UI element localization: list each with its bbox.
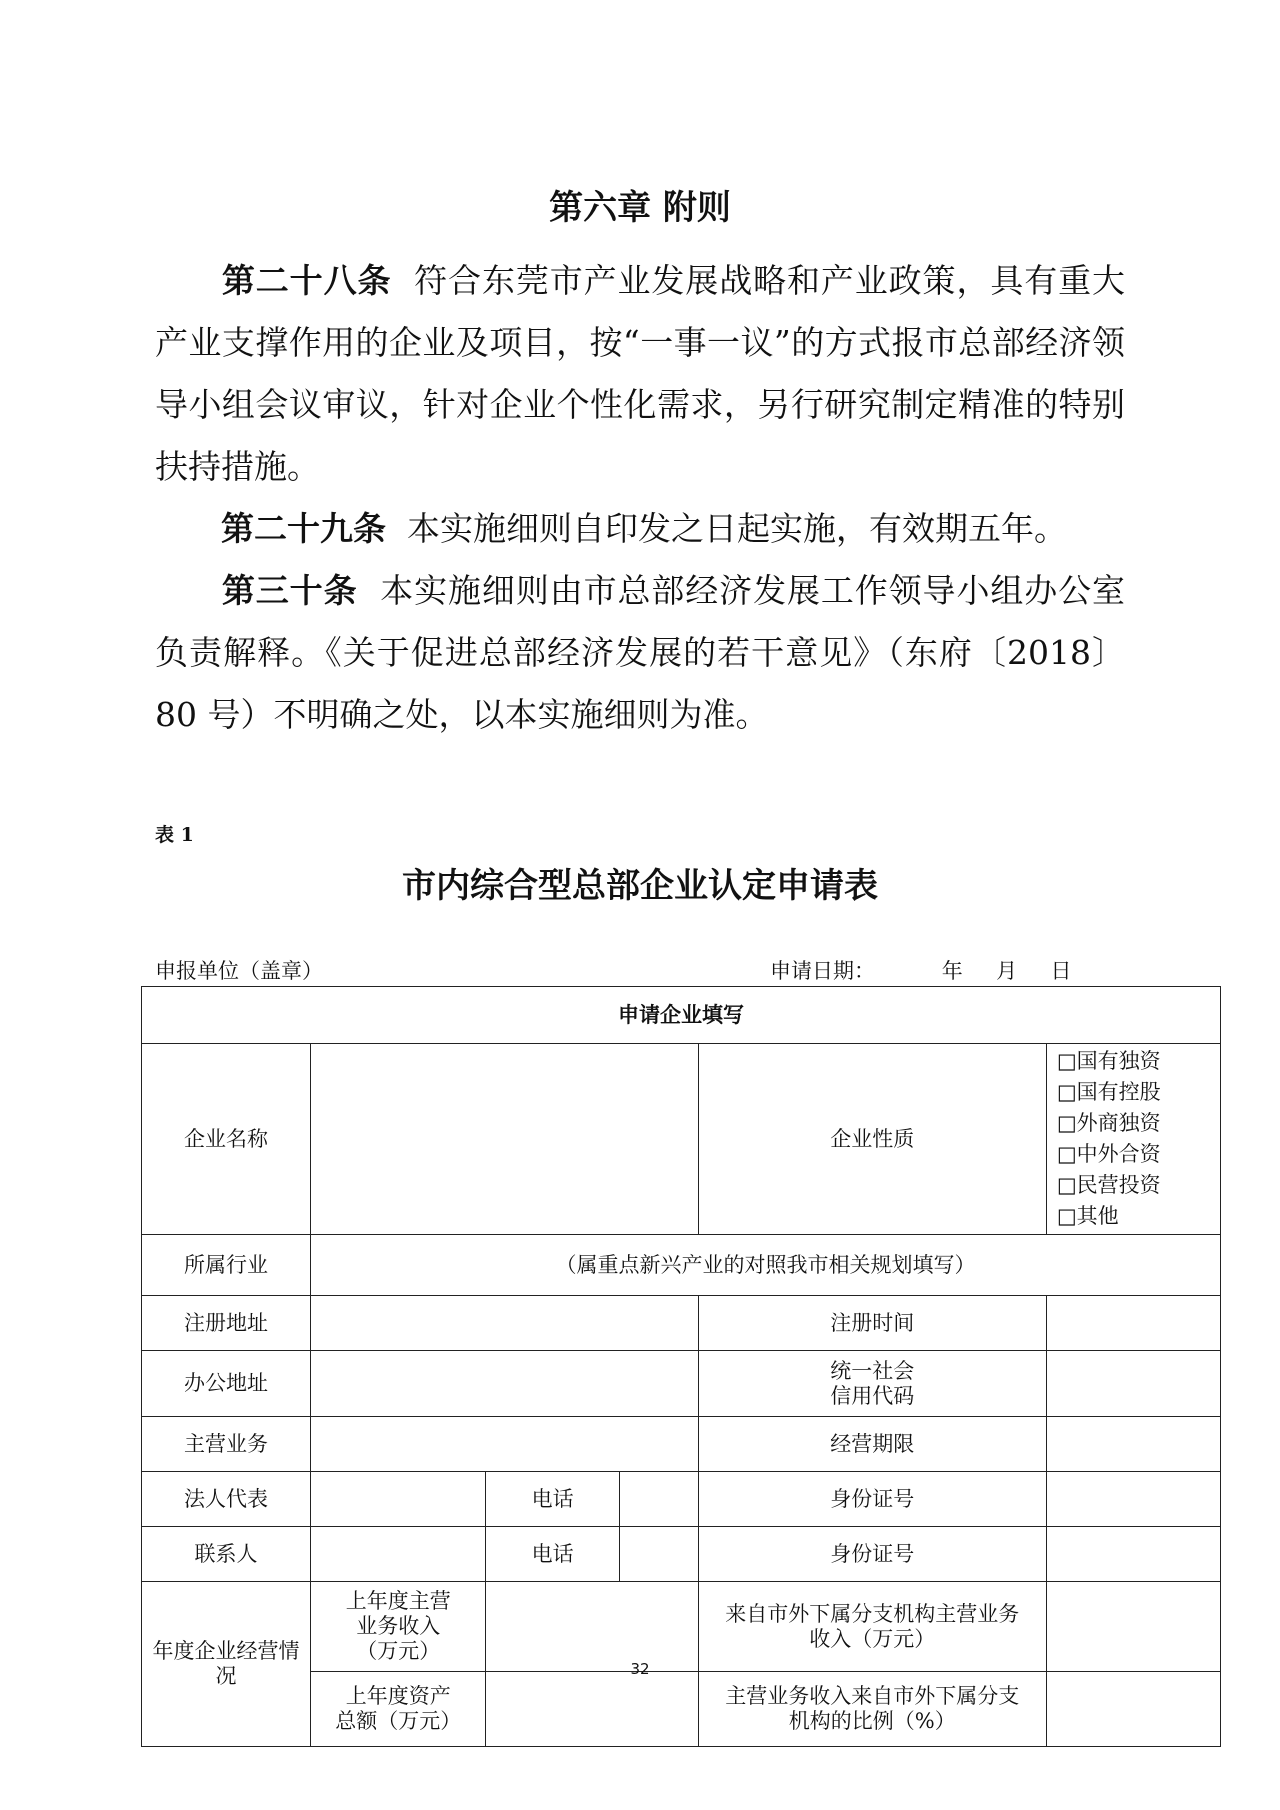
last-revenue-label — [311, 1582, 486, 1672]
day-label: 日 — [1050, 959, 1072, 983]
table-number: 表 1 — [155, 824, 194, 846]
contact-label: 联系人 — [142, 1527, 311, 1582]
legal-rep-id-label: 身份证号 — [698, 1472, 1046, 1527]
company-nature-options — [1046, 1044, 1220, 1235]
reg-address-label: 注册地址 — [142, 1296, 311, 1351]
legal-rep-field[interactable] — [311, 1472, 486, 1527]
option-state-controlled[interactable]: □国有控股 — [1056, 1080, 1161, 1104]
outside-revenue-label: 来自市外下属分支机构主营业务收入（万元） — [698, 1582, 1046, 1672]
last-revenue-line-3: （万元） — [356, 1639, 441, 1663]
contact-id-label: 身份证号 — [698, 1527, 1046, 1582]
contact-field[interactable] — [311, 1527, 486, 1582]
industry-label: 所属行业 — [142, 1235, 311, 1296]
business-term-field[interactable] — [1046, 1417, 1220, 1472]
article-30 — [155, 560, 1125, 746]
last-assets-line-2: 总额（万元） — [335, 1709, 462, 1733]
reg-address-field[interactable] — [311, 1296, 699, 1351]
article-30-head: 第三十条 — [221, 571, 358, 610]
last-assets-field[interactable] — [486, 1672, 698, 1747]
article-29-body: 本实施细则自印发之日起实施，有效期五年。 — [406, 509, 1067, 548]
year-label: 年 — [941, 959, 963, 983]
article-28-head: 第二十八条 — [221, 261, 392, 300]
business-term-label: 经营期限 — [698, 1417, 1046, 1472]
legal-rep-phone-field[interactable] — [619, 1472, 698, 1527]
legal-rep-phone-label: 电话 — [486, 1472, 619, 1527]
last-assets-label — [311, 1672, 486, 1747]
legal-rep-row — [142, 1472, 1221, 1527]
reg-time-field[interactable] — [1046, 1296, 1220, 1351]
page-number: 32 — [630, 1660, 650, 1678]
applicant-label: 申报单位（盖章） — [155, 959, 323, 983]
industry-field[interactable]: （属重点新兴产业的对照我市相关规划填写） — [311, 1235, 1221, 1296]
contact-phone-label: 电话 — [486, 1527, 619, 1582]
office-address-field[interactable] — [311, 1351, 699, 1417]
option-joint-venture[interactable]: □中外合资 — [1056, 1142, 1161, 1166]
revenue-row — [142, 1582, 1221, 1672]
industry-row — [142, 1235, 1221, 1296]
month-label: 月 — [996, 959, 1018, 983]
table-title: 市内综合型总部企业认定申请表 — [402, 866, 878, 906]
application-form — [141, 986, 1221, 1747]
reg-time-label: 注册时间 — [698, 1296, 1046, 1351]
article-30-body: 本实施细则由市总部经济发展工作领导小组办公室负责解释。《关于促进总部经济发展的若干意见》（东府〔2018〕80 号）不明确之处，以本实施细则为准。 — [155, 571, 1126, 734]
last-assets-line-1: 上年度资产 — [345, 1684, 451, 1708]
article-29 — [155, 498, 1125, 560]
chapter-title: 第六章 附则 — [549, 188, 731, 228]
business-row — [142, 1417, 1221, 1472]
option-state-owned[interactable]: □国有独资 — [1056, 1049, 1161, 1073]
outside-ratio-label: 主营业务收入来自市外下属分支机构的比例（%） — [698, 1672, 1046, 1747]
option-other[interactable]: □其他 — [1056, 1204, 1119, 1228]
outside-ratio-field[interactable] — [1046, 1672, 1220, 1747]
company-row — [142, 1044, 1221, 1235]
main-business-field[interactable] — [311, 1417, 699, 1472]
company-nature-label: 企业性质 — [698, 1044, 1046, 1235]
credit-code-field[interactable] — [1046, 1351, 1220, 1417]
annual-ops-label: 年度企业经营情况 — [142, 1582, 311, 1747]
article-29-head: 第二十九条 — [221, 509, 386, 548]
section-header: 申请企业填写 — [142, 987, 1221, 1044]
last-revenue-field[interactable] — [486, 1582, 698, 1672]
legal-rep-label: 法人代表 — [142, 1472, 311, 1527]
article-28 — [155, 250, 1125, 498]
last-revenue-line-2: 业务收入 — [356, 1614, 441, 1638]
article-28-body: 符合东莞市产业发展战略和产业政策，具有重大产业支撑作用的企业及项目，按“一事一议”的方式报市总部经济领导小组会议审议，针对企业个性化需求，另行研究制定精准的特别扶持措施。 — [155, 261, 1126, 486]
date-label: 申请日期： — [770, 959, 875, 983]
credit-code-label — [698, 1351, 1046, 1417]
contact-row — [142, 1527, 1221, 1582]
contact-id-field[interactable] — [1046, 1527, 1220, 1582]
last-revenue-line-1: 上年度主营 — [345, 1589, 451, 1613]
outside-revenue-field[interactable] — [1046, 1582, 1220, 1672]
company-name-label: 企业名称 — [142, 1044, 311, 1235]
application-date — [770, 955, 1072, 985]
main-business-label: 主营业务 — [142, 1417, 311, 1472]
contact-phone-field[interactable] — [619, 1527, 698, 1582]
credit-code-line-2: 信用代码 — [830, 1383, 915, 1408]
form-section-row — [142, 987, 1221, 1044]
office-row — [142, 1351, 1221, 1417]
company-name-field[interactable] — [311, 1044, 699, 1235]
credit-code-line-1: 统一社会 — [830, 1358, 915, 1383]
legal-rep-id-field[interactable] — [1046, 1472, 1220, 1527]
office-address-label: 办公地址 — [142, 1351, 311, 1417]
reg-row — [142, 1296, 1221, 1351]
option-foreign-owned[interactable]: □外商独资 — [1056, 1111, 1161, 1135]
option-private[interactable]: □民营投资 — [1056, 1173, 1161, 1197]
